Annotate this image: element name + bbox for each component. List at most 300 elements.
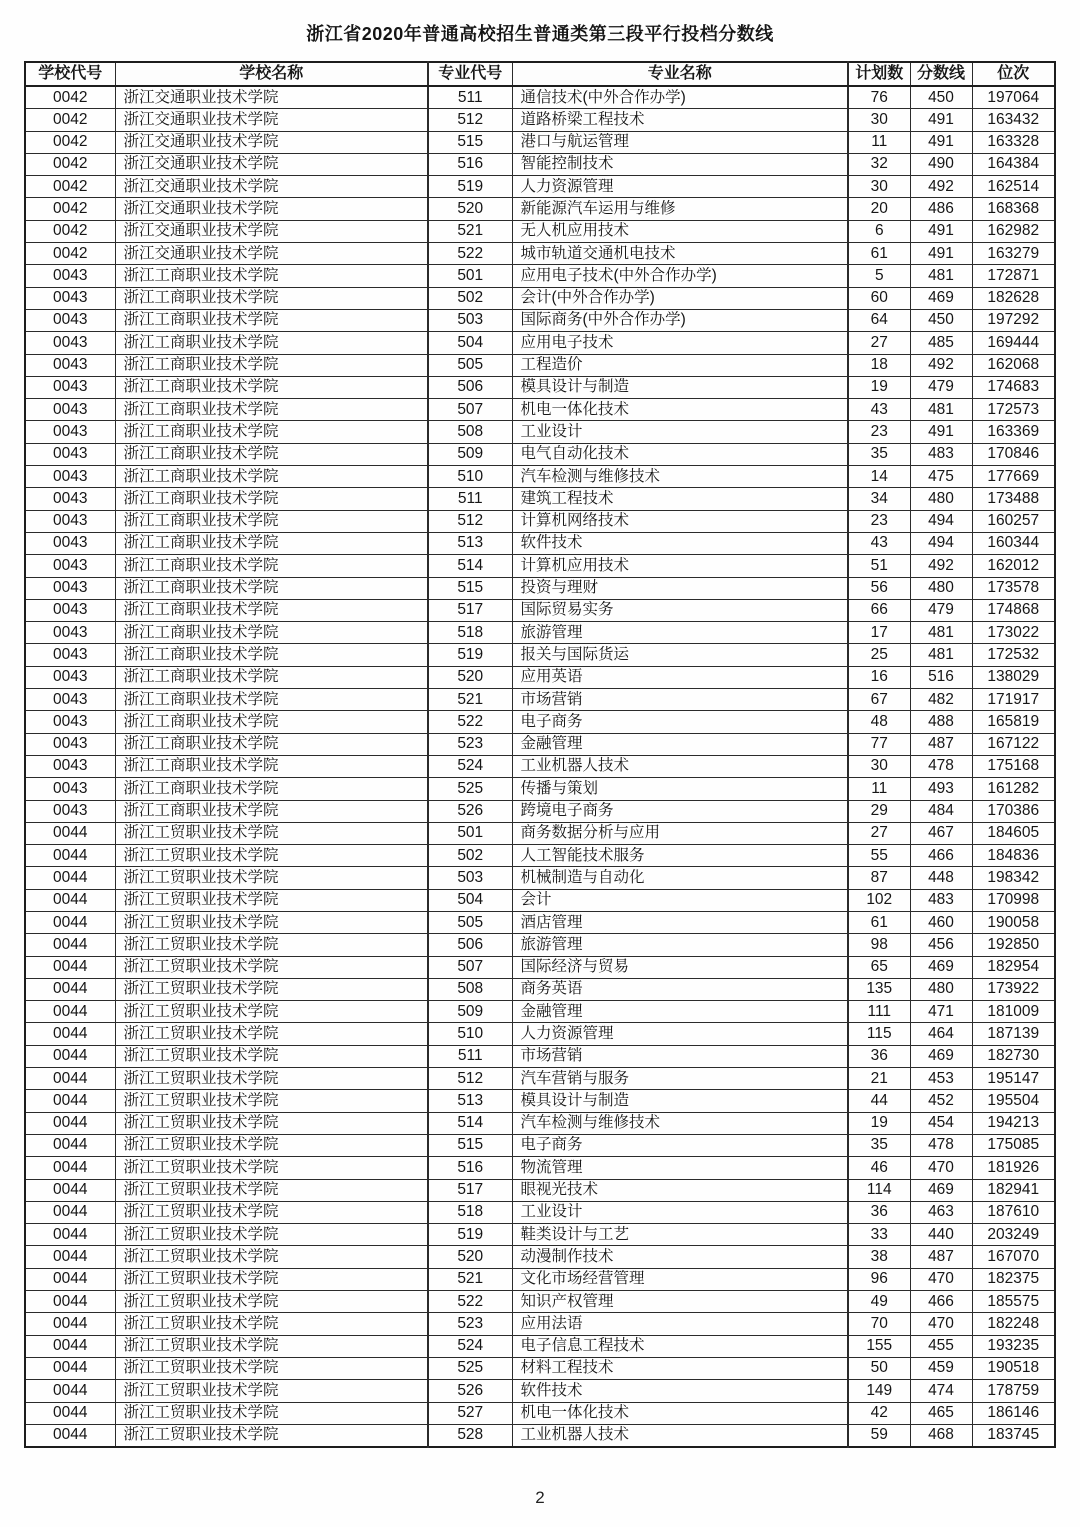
table-row — [25, 243, 1055, 265]
school-name-cell: 浙江工贸职业技术学院 — [115, 1179, 428, 1201]
rank-cell: 182730 — [972, 1045, 1055, 1067]
school-code-cell: 0043 — [25, 755, 115, 777]
score-line-cell: 492 — [910, 354, 972, 376]
school-code-cell: 0042 — [25, 153, 115, 175]
score-line-cell: 459 — [910, 1357, 972, 1379]
rank-cell: 163279 — [972, 243, 1055, 265]
school-name-cell: 浙江工商职业技术学院 — [115, 376, 428, 398]
rank-cell: 190518 — [972, 1357, 1055, 1379]
score-line-cell: 487 — [910, 733, 972, 755]
school-code-cell: 0044 — [25, 867, 115, 889]
rank-cell: 186146 — [972, 1402, 1055, 1424]
major-name-cell: 电子商务 — [512, 711, 848, 733]
school-name-cell: 浙江工贸职业技术学院 — [115, 1023, 428, 1045]
school-code-cell: 0044 — [25, 934, 115, 956]
table-row — [25, 755, 1055, 777]
school-code-cell: 0043 — [25, 555, 115, 577]
table-row — [25, 198, 1055, 220]
table-row — [25, 867, 1055, 889]
school-name-cell: 浙江工贸职业技术学院 — [115, 822, 428, 844]
school-name-cell: 浙江工贸职业技术学院 — [115, 1201, 428, 1223]
score-line-cell: 486 — [910, 198, 972, 220]
plan-count-cell: 42 — [848, 1402, 910, 1424]
header-major-name: 专业名称 — [512, 62, 848, 86]
plan-count-cell: 30 — [848, 109, 910, 131]
rank-cell: 193235 — [972, 1335, 1055, 1357]
school-code-cell: 0044 — [25, 1424, 115, 1447]
school-name-cell: 浙江工商职业技术学院 — [115, 555, 428, 577]
major-name-cell: 眼视光技术 — [512, 1179, 848, 1201]
plan-count-cell: 102 — [848, 889, 910, 911]
major-code-cell: 515 — [428, 577, 512, 599]
rank-cell: 183745 — [972, 1424, 1055, 1447]
score-line-cell: 516 — [910, 666, 972, 688]
rank-cell: 162068 — [972, 354, 1055, 376]
school-name-cell: 浙江工商职业技术学院 — [115, 399, 428, 421]
major-code-cell: 505 — [428, 354, 512, 376]
rank-cell: 172871 — [972, 265, 1055, 287]
score-line-cell: 465 — [910, 1402, 972, 1424]
rank-cell: 168368 — [972, 198, 1055, 220]
major-code-cell: 504 — [428, 332, 512, 354]
table-row — [25, 1068, 1055, 1090]
major-code-cell: 511 — [428, 488, 512, 510]
rank-cell: 174683 — [972, 376, 1055, 398]
table-row — [25, 466, 1055, 488]
major-code-cell: 523 — [428, 1313, 512, 1335]
rank-cell: 198342 — [972, 867, 1055, 889]
major-name-cell: 应用电子技术 — [512, 332, 848, 354]
table-row — [25, 599, 1055, 621]
major-code-cell: 506 — [428, 376, 512, 398]
school-code-cell: 0044 — [25, 1023, 115, 1045]
table-row — [25, 1134, 1055, 1156]
table-row — [25, 733, 1055, 755]
school-name-cell: 浙江工贸职业技术学院 — [115, 911, 428, 933]
score-line-cell: 490 — [910, 153, 972, 175]
plan-count-cell: 66 — [848, 599, 910, 621]
major-name-cell: 市场营销 — [512, 1045, 848, 1067]
score-line-cell: 481 — [910, 265, 972, 287]
score-line-cell: 491 — [910, 243, 972, 265]
major-name-cell: 金融管理 — [512, 1001, 848, 1023]
school-code-cell: 0043 — [25, 644, 115, 666]
score-line-cell: 491 — [910, 421, 972, 443]
school-code-cell: 0043 — [25, 599, 115, 621]
school-code-cell: 0043 — [25, 399, 115, 421]
score-line-cell: 466 — [910, 845, 972, 867]
score-line-cell: 469 — [910, 1179, 972, 1201]
major-code-cell: 502 — [428, 845, 512, 867]
plan-count-cell: 55 — [848, 845, 910, 867]
school-code-cell: 0044 — [25, 1380, 115, 1402]
major-name-cell: 道路桥梁工程技术 — [512, 109, 848, 131]
score-line-cell: 448 — [910, 867, 972, 889]
score-line-cell: 481 — [910, 622, 972, 644]
rank-cell: 167070 — [972, 1246, 1055, 1268]
score-line-cell: 492 — [910, 555, 972, 577]
major-name-cell: 软件技术 — [512, 1380, 848, 1402]
rank-cell: 162982 — [972, 220, 1055, 242]
major-name-cell: 计算机网络技术 — [512, 510, 848, 532]
plan-count-cell: 155 — [848, 1335, 910, 1357]
rank-cell: 173578 — [972, 577, 1055, 599]
plan-count-cell: 48 — [848, 711, 910, 733]
major-name-cell: 投资与理财 — [512, 577, 848, 599]
major-code-cell: 524 — [428, 1335, 512, 1357]
school-name-cell: 浙江工贸职业技术学院 — [115, 1313, 428, 1335]
score-line-cell: 454 — [910, 1112, 972, 1134]
major-code-cell: 519 — [428, 644, 512, 666]
major-code-cell: 518 — [428, 1201, 512, 1223]
rank-cell: 177669 — [972, 466, 1055, 488]
rank-cell: 182375 — [972, 1268, 1055, 1290]
major-name-cell: 工程造价 — [512, 354, 848, 376]
school-code-cell: 0044 — [25, 1402, 115, 1424]
school-name-cell: 浙江工商职业技术学院 — [115, 265, 428, 287]
school-code-cell: 0044 — [25, 1157, 115, 1179]
plan-count-cell: 51 — [848, 555, 910, 577]
score-line-cell: 450 — [910, 309, 972, 331]
table-row — [25, 532, 1055, 554]
school-code-cell: 0044 — [25, 1246, 115, 1268]
plan-count-cell: 11 — [848, 131, 910, 153]
plan-count-cell: 50 — [848, 1357, 910, 1379]
plan-count-cell: 19 — [848, 1112, 910, 1134]
table-row — [25, 1424, 1055, 1447]
school-code-cell: 0044 — [25, 1112, 115, 1134]
school-name-cell: 浙江交通职业技术学院 — [115, 220, 428, 242]
plan-count-cell: 44 — [848, 1090, 910, 1112]
major-name-cell: 跨境电子商务 — [512, 800, 848, 822]
school-name-cell: 浙江工贸职业技术学院 — [115, 1246, 428, 1268]
score-line-cell: 470 — [910, 1313, 972, 1335]
major-name-cell: 机械制造与自动化 — [512, 867, 848, 889]
plan-count-cell: 20 — [848, 198, 910, 220]
score-line-cell: 456 — [910, 934, 972, 956]
table-row — [25, 822, 1055, 844]
rank-cell: 164384 — [972, 153, 1055, 175]
major-name-cell: 文化市场经营管理 — [512, 1268, 848, 1290]
header-plan-count: 计划数 — [848, 62, 910, 86]
score-line-cell: 484 — [910, 800, 972, 822]
rank-cell: 182628 — [972, 287, 1055, 309]
school-code-cell: 0044 — [25, 1201, 115, 1223]
rank-cell: 173488 — [972, 488, 1055, 510]
plan-count-cell: 19 — [848, 376, 910, 398]
table-row — [25, 488, 1055, 510]
major-name-cell: 汽车营销与服务 — [512, 1068, 848, 1090]
rank-cell: 172532 — [972, 644, 1055, 666]
score-line-cell: 491 — [910, 131, 972, 153]
major-name-cell: 智能控制技术 — [512, 153, 848, 175]
table-row — [25, 1179, 1055, 1201]
plan-count-cell: 21 — [848, 1068, 910, 1090]
major-code-cell: 501 — [428, 265, 512, 287]
plan-count-cell: 114 — [848, 1179, 910, 1201]
plan-count-cell: 34 — [848, 488, 910, 510]
major-code-cell: 521 — [428, 1268, 512, 1290]
table-row — [25, 1090, 1055, 1112]
school-name-cell: 浙江工商职业技术学院 — [115, 332, 428, 354]
rank-cell: 161282 — [972, 778, 1055, 800]
school-name-cell: 浙江工商职业技术学院 — [115, 421, 428, 443]
rank-cell: 170846 — [972, 443, 1055, 465]
plan-count-cell: 67 — [848, 689, 910, 711]
rank-cell: 203249 — [972, 1224, 1055, 1246]
plan-count-cell: 23 — [848, 421, 910, 443]
major-name-cell: 国际贸易实务 — [512, 599, 848, 621]
major-code-cell: 528 — [428, 1424, 512, 1447]
plan-count-cell: 5 — [848, 265, 910, 287]
school-name-cell: 浙江工贸职业技术学院 — [115, 1112, 428, 1134]
school-code-cell: 0043 — [25, 421, 115, 443]
table-row — [25, 131, 1055, 153]
major-name-cell: 电子商务 — [512, 1134, 848, 1156]
major-name-cell: 旅游管理 — [512, 934, 848, 956]
school-code-cell: 0044 — [25, 1090, 115, 1112]
rank-cell: 194213 — [972, 1112, 1055, 1134]
major-name-cell: 机电一体化技术 — [512, 399, 848, 421]
school-name-cell: 浙江工贸职业技术学院 — [115, 889, 428, 911]
school-code-cell: 0043 — [25, 287, 115, 309]
school-name-cell: 浙江交通职业技术学院 — [115, 198, 428, 220]
score-line-cell: 450 — [910, 86, 972, 109]
major-code-cell: 520 — [428, 666, 512, 688]
major-name-cell: 鞋类设计与工艺 — [512, 1224, 848, 1246]
plan-count-cell: 43 — [848, 399, 910, 421]
major-code-cell: 521 — [428, 689, 512, 711]
table-row — [25, 666, 1055, 688]
score-line-cell: 471 — [910, 1001, 972, 1023]
page-number: 2 — [535, 1488, 545, 1508]
school-name-cell: 浙江工商职业技术学院 — [115, 488, 428, 510]
score-line-cell: 479 — [910, 599, 972, 621]
table-row — [25, 443, 1055, 465]
major-code-cell: 517 — [428, 1179, 512, 1201]
plan-count-cell: 111 — [848, 1001, 910, 1023]
rank-cell: 197292 — [972, 309, 1055, 331]
rank-cell: 138029 — [972, 666, 1055, 688]
rank-cell: 169444 — [972, 332, 1055, 354]
school-name-cell: 浙江交通职业技术学院 — [115, 131, 428, 153]
school-name-cell: 浙江工贸职业技术学院 — [115, 1380, 428, 1402]
plan-count-cell: 33 — [848, 1224, 910, 1246]
major-name-cell: 电气自动化技术 — [512, 443, 848, 465]
major-name-cell: 人力资源管理 — [512, 1023, 848, 1045]
table-row — [25, 1313, 1055, 1335]
score-line-cell: 480 — [910, 488, 972, 510]
table-row — [25, 1224, 1055, 1246]
table-row — [25, 622, 1055, 644]
score-line-cell: 494 — [910, 510, 972, 532]
school-name-cell: 浙江工商职业技术学院 — [115, 644, 428, 666]
major-code-cell: 525 — [428, 1357, 512, 1379]
major-name-cell: 金融管理 — [512, 733, 848, 755]
rank-cell: 160257 — [972, 510, 1055, 532]
rank-cell: 163432 — [972, 109, 1055, 131]
table-row — [25, 577, 1055, 599]
major-code-cell: 527 — [428, 1402, 512, 1424]
major-name-cell: 工业设计 — [512, 1201, 848, 1223]
score-line-cell: 470 — [910, 1268, 972, 1290]
rank-cell: 185575 — [972, 1291, 1055, 1313]
school-name-cell: 浙江工商职业技术学院 — [115, 666, 428, 688]
school-name-cell: 浙江工贸职业技术学院 — [115, 1268, 428, 1290]
table-row — [25, 265, 1055, 287]
school-code-cell: 0043 — [25, 532, 115, 554]
plan-count-cell: 77 — [848, 733, 910, 755]
major-code-cell: 507 — [428, 956, 512, 978]
school-name-cell: 浙江交通职业技术学院 — [115, 86, 428, 109]
score-line-cell: 480 — [910, 577, 972, 599]
major-code-cell: 509 — [428, 1001, 512, 1023]
school-name-cell: 浙江工商职业技术学院 — [115, 778, 428, 800]
major-name-cell: 材料工程技术 — [512, 1357, 848, 1379]
school-code-cell: 0044 — [25, 822, 115, 844]
plan-count-cell: 56 — [848, 577, 910, 599]
plan-count-cell: 61 — [848, 911, 910, 933]
plan-count-cell: 29 — [848, 800, 910, 822]
score-line-cell: 491 — [910, 109, 972, 131]
score-line-cell: 470 — [910, 1157, 972, 1179]
school-name-cell: 浙江工商职业技术学院 — [115, 287, 428, 309]
major-code-cell: 501 — [428, 822, 512, 844]
table-row — [25, 399, 1055, 421]
major-name-cell: 建筑工程技术 — [512, 488, 848, 510]
major-code-cell: 519 — [428, 1224, 512, 1246]
major-code-cell: 513 — [428, 532, 512, 554]
major-code-cell: 512 — [428, 510, 512, 532]
table-row — [25, 220, 1055, 242]
score-line-cell: 469 — [910, 956, 972, 978]
plan-count-cell: 35 — [848, 443, 910, 465]
plan-count-cell: 30 — [848, 755, 910, 777]
plan-count-cell: 60 — [848, 287, 910, 309]
major-code-cell: 522 — [428, 243, 512, 265]
school-code-cell: 0044 — [25, 956, 115, 978]
major-name-cell: 会计(中外合作办学) — [512, 287, 848, 309]
rank-cell: 160344 — [972, 532, 1055, 554]
plan-count-cell: 27 — [848, 332, 910, 354]
table-row — [25, 1157, 1055, 1179]
major-name-cell: 酒店管理 — [512, 911, 848, 933]
plan-count-cell: 18 — [848, 354, 910, 376]
plan-count-cell: 61 — [848, 243, 910, 265]
school-code-cell: 0044 — [25, 1134, 115, 1156]
school-name-cell: 浙江工商职业技术学院 — [115, 532, 428, 554]
school-code-cell: 0044 — [25, 889, 115, 911]
table-row — [25, 1291, 1055, 1313]
rank-cell: 182941 — [972, 1179, 1055, 1201]
major-code-cell: 511 — [428, 86, 512, 109]
score-line-cell: 494 — [910, 532, 972, 554]
rank-cell: 162514 — [972, 176, 1055, 198]
table-row — [25, 109, 1055, 131]
school-code-cell: 0043 — [25, 488, 115, 510]
major-name-cell: 市场营销 — [512, 689, 848, 711]
major-code-cell: 514 — [428, 1112, 512, 1134]
major-code-cell: 510 — [428, 466, 512, 488]
major-code-cell: 522 — [428, 1291, 512, 1313]
rank-cell: 182954 — [972, 956, 1055, 978]
rank-cell: 162012 — [972, 555, 1055, 577]
table-header — [25, 62, 1055, 86]
plan-count-cell: 98 — [848, 934, 910, 956]
table-row — [25, 153, 1055, 175]
major-name-cell: 报关与国际货运 — [512, 644, 848, 666]
score-line-cell: 460 — [910, 911, 972, 933]
rank-cell: 190058 — [972, 911, 1055, 933]
school-code-cell: 0043 — [25, 309, 115, 331]
plan-count-cell: 30 — [848, 176, 910, 198]
major-name-cell: 传播与策划 — [512, 778, 848, 800]
major-name-cell: 工业设计 — [512, 421, 848, 443]
rank-cell: 187610 — [972, 1201, 1055, 1223]
school-code-cell: 0042 — [25, 109, 115, 131]
school-code-cell: 0042 — [25, 86, 115, 109]
major-code-cell: 524 — [428, 755, 512, 777]
rank-cell: 171917 — [972, 689, 1055, 711]
rank-cell: 181926 — [972, 1157, 1055, 1179]
school-name-cell: 浙江工贸职业技术学院 — [115, 978, 428, 1000]
school-name-cell: 浙江工商职业技术学院 — [115, 510, 428, 532]
score-line-cell: 483 — [910, 443, 972, 465]
score-line-cell: 453 — [910, 1068, 972, 1090]
score-line-cell: 469 — [910, 287, 972, 309]
school-code-cell: 0042 — [25, 243, 115, 265]
table-row — [25, 376, 1055, 398]
school-code-cell: 0043 — [25, 733, 115, 755]
rank-cell: 197064 — [972, 86, 1055, 109]
plan-count-cell: 36 — [848, 1045, 910, 1067]
school-code-cell: 0043 — [25, 265, 115, 287]
major-name-cell: 机电一体化技术 — [512, 1402, 848, 1424]
school-code-cell: 0044 — [25, 1335, 115, 1357]
plan-count-cell: 87 — [848, 867, 910, 889]
major-code-cell: 502 — [428, 287, 512, 309]
school-code-cell: 0042 — [25, 198, 115, 220]
table-row — [25, 421, 1055, 443]
table-row — [25, 711, 1055, 733]
school-name-cell: 浙江工商职业技术学院 — [115, 466, 428, 488]
major-name-cell: 人力资源管理 — [512, 176, 848, 198]
school-code-cell: 0043 — [25, 376, 115, 398]
table-row — [25, 911, 1055, 933]
score-line-cell: 485 — [910, 332, 972, 354]
school-code-cell: 0044 — [25, 978, 115, 1000]
school-name-cell: 浙江工贸职业技术学院 — [115, 1335, 428, 1357]
major-name-cell: 软件技术 — [512, 532, 848, 554]
plan-count-cell: 149 — [848, 1380, 910, 1402]
plan-count-cell: 6 — [848, 220, 910, 242]
school-code-cell: 0042 — [25, 176, 115, 198]
score-line-cell: 440 — [910, 1224, 972, 1246]
plan-count-cell: 35 — [848, 1134, 910, 1156]
school-code-cell: 0043 — [25, 778, 115, 800]
major-name-cell: 应用电子技术(中外合作办学) — [512, 265, 848, 287]
school-name-cell: 浙江工贸职业技术学院 — [115, 845, 428, 867]
major-code-cell: 520 — [428, 1246, 512, 1268]
school-name-cell: 浙江工贸职业技术学院 — [115, 1001, 428, 1023]
school-name-cell: 浙江工商职业技术学院 — [115, 711, 428, 733]
table-row — [25, 1023, 1055, 1045]
score-line-cell: 467 — [910, 822, 972, 844]
rank-cell: 175168 — [972, 755, 1055, 777]
major-name-cell: 商务数据分析与应用 — [512, 822, 848, 844]
school-code-cell: 0042 — [25, 220, 115, 242]
major-name-cell: 模具设计与制造 — [512, 1090, 848, 1112]
